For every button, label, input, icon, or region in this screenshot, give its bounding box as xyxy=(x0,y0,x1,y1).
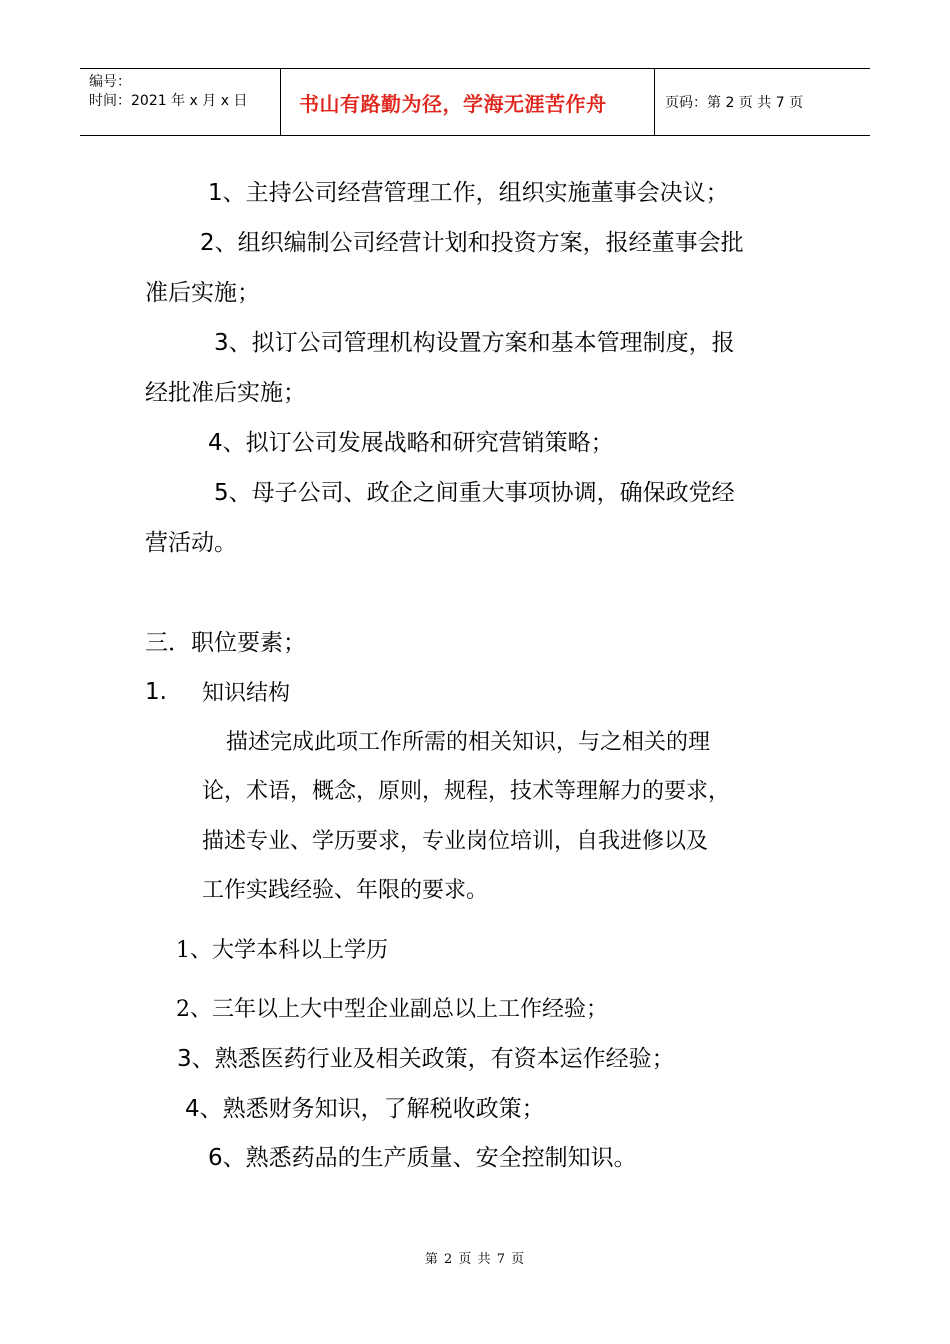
section-item-title: 知识结构 xyxy=(202,681,291,706)
duty-line: 营活动。 xyxy=(145,530,237,556)
header-page-info: 页码：第 2 页 共 7 页 xyxy=(665,95,804,111)
page-header xyxy=(80,68,870,136)
requirement-line: 3、熟悉医药行业及相关政策，有资本运作经验； xyxy=(177,1046,675,1072)
duty-line: 3、拟订公司管理机构设置方案和基本管理制度，报 xyxy=(214,330,735,356)
requirement-line: 6、熟悉药品的生产质量、安全控制知识。 xyxy=(208,1145,637,1171)
duty-line: 4、拟订公司发展战略和研究营销策略； xyxy=(208,430,614,456)
description-line: 工作实践经验、年限的要求。 xyxy=(202,878,489,903)
description-line: 描述完成此项工作所需的相关知识，与之相关的理 xyxy=(226,730,711,755)
description-line: 论，术语，概念，原则，规程，技术等理解力的要求， xyxy=(202,779,731,804)
requirement-line: 4、熟悉财务知识，了解税收政策； xyxy=(185,1096,545,1122)
header-motto: 书山有路勤为径，学海无涯苦作舟 xyxy=(299,91,607,116)
document-time-label: 时间：2021 年 x 月 x 日 xyxy=(89,93,248,109)
header-page-cell xyxy=(655,69,870,135)
duty-line: 2、组织编制公司经营计划和投资方案，报经董事会批 xyxy=(200,230,744,256)
description-line: 描述专业、学历要求，专业岗位培训，自我进修以及 xyxy=(202,829,709,854)
duty-line: 经批准后实施； xyxy=(145,380,306,406)
header-motto-cell xyxy=(281,69,655,135)
section-title: 三．职位要素； xyxy=(145,630,306,656)
duty-line: 1、主持公司经营管理工作，组织实施董事会决议； xyxy=(208,180,729,206)
duty-line: 5、母子公司、政企之间重大事项协调，确保政党经 xyxy=(214,480,735,506)
requirement-line: 1、大学本科以上学历 xyxy=(176,938,388,963)
requirement-line: 2、三年以上大中型企业副总以上工作经验； xyxy=(176,997,608,1022)
document-number-label: 编号： xyxy=(89,74,131,90)
section-item-number: 1. xyxy=(145,679,167,705)
page-footer: 第 2 页 共 7 页 xyxy=(424,1252,526,1267)
duty-line: 准后实施； xyxy=(145,280,260,306)
header-meta-cell xyxy=(80,69,281,135)
